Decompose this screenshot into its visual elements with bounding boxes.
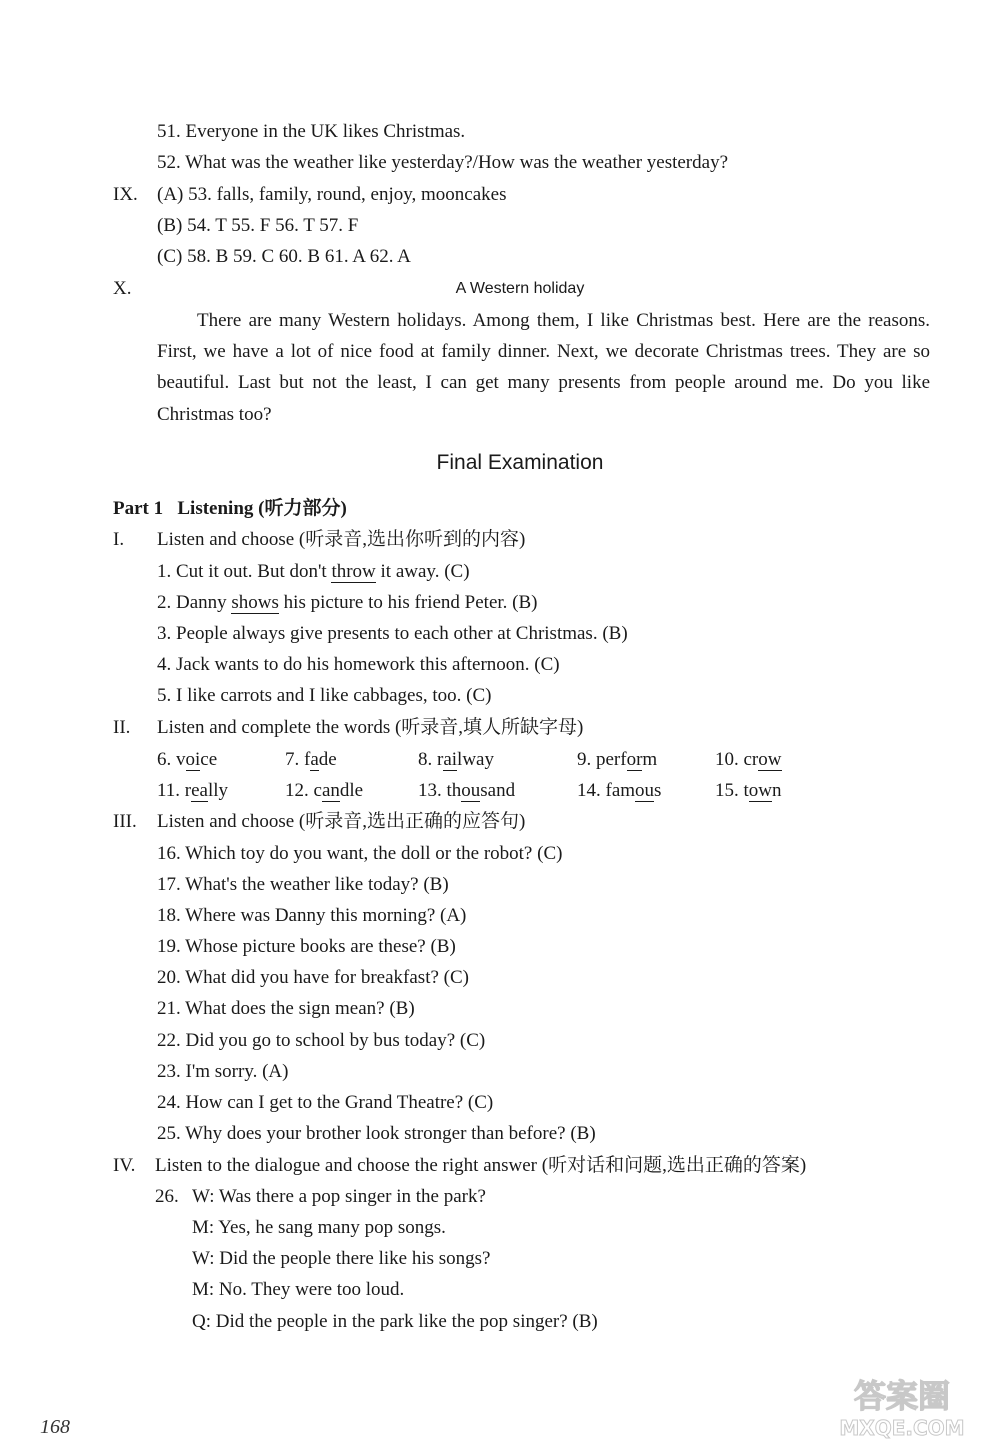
dialogue-line: M: Yes, he sang many pop songs.: [192, 1217, 446, 1238]
word-item: 12. candle: [285, 780, 364, 801]
section-iii-num: III.: [113, 811, 137, 832]
word-item: 9. perform: [577, 749, 658, 770]
word-item: 8. railway: [418, 749, 494, 770]
question-18: 18. Where was Danny this morning? (A): [157, 905, 467, 926]
section-ii-num: II.: [113, 717, 131, 738]
watermark-line2: MXQE.COM: [839, 1416, 965, 1440]
question-4: 4. Jack wants to do his homework this afternoon. (C): [157, 654, 560, 675]
essay-title: A Western holiday: [455, 280, 585, 297]
section-iii-heading: Listen and choose (听录音,选出正确的应答句): [157, 811, 526, 832]
exam-title: Final Examination: [436, 451, 604, 474]
word-item: 6. voice: [157, 749, 218, 770]
question-26-num: 26.: [155, 1186, 179, 1207]
question-22: 22. Did you go to school by bus today? (C): [157, 1030, 486, 1051]
section-iv-heading: Listen to the dialogue and choose the right answer (听对话和问题,选出正确的答案): [155, 1155, 807, 1176]
word-item: 7. fade: [285, 749, 337, 770]
watermark-line1: 答案圈: [853, 1377, 951, 1415]
question-25: 25. Why does your brother look stronger than before? (B): [157, 1123, 596, 1144]
question-2: 2. Danny shows his picture to his friend Peter. (B): [157, 592, 538, 613]
section-i-num: I.: [113, 529, 125, 550]
section-ix-label: IX.: [113, 184, 138, 205]
watermark-icon: [822, 1373, 982, 1443]
word-item: 13. thousand: [418, 780, 516, 801]
answer-51: 51. Everyone in the UK likes Christmas.: [157, 121, 466, 142]
word-item: 14. famous: [577, 780, 662, 801]
dialogue-line: W: Did the people there like his songs?: [192, 1248, 491, 1269]
section-x-label: X.: [113, 278, 132, 299]
question-20: 20. What did you have for breakfast? (C): [157, 967, 469, 988]
question-3: 3. People always give presents to each other at Christmas. (B): [157, 623, 628, 644]
watermark-logo: [822, 1373, 982, 1443]
question-1: 1. Cut it out. But don't throw it away. (C): [157, 561, 470, 582]
dialogue-question: Q: Did the people in the park like the pop singer? (B): [192, 1311, 598, 1332]
answer-52: 52. What was the weather like yesterday?/How was the weather yesterday?: [157, 152, 729, 173]
page-number: 168: [40, 1416, 70, 1438]
dialogue-line: M: No. They were too loud.: [192, 1279, 405, 1300]
question-5: 5. I like carrots and I like cabbages, too. (C): [157, 685, 492, 706]
section-i-heading: Listen and choose (听录音,选出你听到的内容): [157, 529, 526, 550]
word-item: 10. crow: [715, 749, 782, 770]
question-16: 16. Which toy do you want, the doll or the robot? (C): [157, 843, 563, 864]
part1-heading: Part 1 Listening (听力部分): [113, 498, 347, 519]
word-item: 15. town: [715, 780, 782, 801]
section-ix-a: (A) 53. falls, family, round, enjoy, mooncakes: [157, 184, 507, 205]
question-21: 21. What does the sign mean? (B): [157, 998, 415, 1019]
word-item: 11. really: [157, 780, 229, 801]
dialogue-line: W: Was there a pop singer in the park?: [192, 1186, 486, 1207]
question-23: 23. I'm sorry. (A): [157, 1061, 289, 1082]
question-24: 24. How can I get to the Grand Theatre? (C): [157, 1092, 494, 1113]
section-ix-c: (C) 58. B 59. C 60. B 61. A 62. A: [157, 246, 411, 267]
essay-text: There are many Western holidays. Among them, I like Christmas best. Here are the reasons. First, we have a lot of nice food at family dinner. Next, we decorate Christmas trees. They are so beautiful. Last but not the least, I can get many presents from people around me. Do you like Christmas too?: [157, 310, 930, 425]
question-19: 19. Whose picture books are these? (B): [157, 936, 456, 957]
question-17: 17. What's the weather like today? (B): [157, 874, 449, 895]
section-ii-heading: Listen and complete the words (听录音,填人所缺字母): [157, 717, 584, 738]
section-iv-num: IV.: [113, 1155, 136, 1176]
section-ix-b: (B) 54. T 55. F 56. T 57. F: [157, 215, 359, 236]
